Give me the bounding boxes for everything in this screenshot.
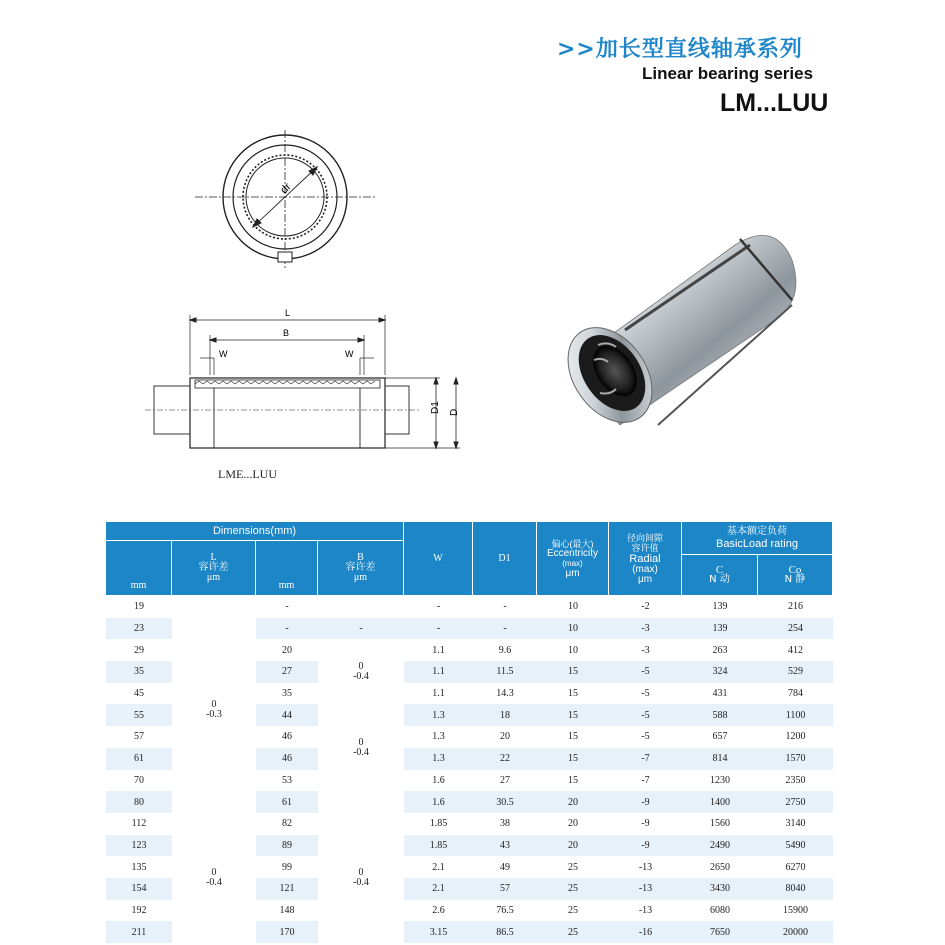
cell-Co: 3140 xyxy=(785,818,806,830)
cell-Co: 254 xyxy=(758,618,833,640)
table-row xyxy=(106,813,833,835)
cell-B: 53 xyxy=(282,774,292,786)
cell-radial: -3 xyxy=(641,644,650,656)
radial-unit: μm xyxy=(637,573,653,585)
length-L-label: L xyxy=(285,308,291,318)
cell-Co: 216 xyxy=(788,601,803,613)
model-code: LM...LUU xyxy=(720,89,829,117)
cell-L-tolerance xyxy=(172,596,256,813)
cell-eccentricity: 15 xyxy=(568,774,578,786)
cell-C: 2650 xyxy=(710,861,730,873)
cell-eccentricity: 15 xyxy=(568,731,578,743)
tol-top: 0 xyxy=(211,866,217,878)
series-title-english: Linear bearing series xyxy=(642,64,814,83)
radial-clearance-header xyxy=(609,522,682,596)
cell-W: 2.1 xyxy=(404,878,473,900)
B-mm-header: mm xyxy=(256,541,318,596)
drawing-caption: LME...LUU xyxy=(218,467,277,481)
cell-eccentricity: 25 xyxy=(568,904,578,916)
cell-D1: 11.5 xyxy=(473,661,537,683)
tol-bottom: -0.4 xyxy=(353,876,369,888)
tol-top: 0 xyxy=(358,660,364,672)
technical-drawing xyxy=(140,120,480,490)
cell-L-tolerance xyxy=(172,813,256,943)
cell-eccentricity: 15 xyxy=(537,704,609,726)
cell-C: 1230 xyxy=(710,774,730,786)
B-tolerance-label: 容许差 xyxy=(345,562,376,573)
cell-eccentricity: 20 xyxy=(568,818,578,830)
cell-W: 1.1 xyxy=(432,644,445,656)
cell-D1: 20 xyxy=(500,731,510,743)
radial-zh1: 径向间隙 xyxy=(626,532,663,543)
cell-Co: 529 xyxy=(758,661,833,683)
cell-radial: -5 xyxy=(609,704,682,726)
D-label: D xyxy=(449,408,460,416)
cell-eccentricity: 25 xyxy=(537,878,609,900)
cell-radial: -5 xyxy=(609,661,682,683)
cell-D1: 43 xyxy=(473,835,537,857)
tol-bottom: -0.4 xyxy=(206,876,222,888)
cell-eccentricity: 10 xyxy=(568,601,578,613)
cell-eccentricity: 25 xyxy=(568,861,578,873)
cell-D1: 38 xyxy=(500,818,510,830)
cell-radial: -5 xyxy=(641,688,650,700)
cell-C: 324 xyxy=(682,661,758,683)
cell-B-tolerance: - xyxy=(318,618,404,640)
dr-label: dr xyxy=(278,180,294,197)
cell-radial: -9 xyxy=(609,835,682,857)
radial-en: Radial xyxy=(629,552,661,565)
load-rating-zh: 基本额定负荷 xyxy=(727,526,787,537)
cell-D1: 18 xyxy=(473,704,537,726)
W-left-label: W xyxy=(219,349,228,359)
cell-D1: 14.3 xyxy=(496,688,514,700)
cell-B: 61 xyxy=(256,791,318,813)
cell-D1: 76.5 xyxy=(496,904,514,916)
cell-W: 1.1 xyxy=(432,688,445,700)
tol-top: 0 xyxy=(358,736,364,748)
cell-B: 20 xyxy=(282,644,292,656)
cell-radial: -13 xyxy=(609,878,682,900)
Co-static-header xyxy=(758,555,833,596)
cell-L: 57 xyxy=(134,731,144,743)
cell-C: 139 xyxy=(712,601,728,613)
cell-Co: 1570 xyxy=(758,748,833,770)
tol-bottom: -0.4 xyxy=(353,670,369,682)
cell-eccentricity: 25 xyxy=(537,921,609,943)
cell-Co: 6270 xyxy=(785,861,806,873)
radial-max: (max) xyxy=(632,563,658,575)
cell-C: 431 xyxy=(712,688,728,700)
cell-L: 55 xyxy=(106,704,172,726)
cell-Co: 1100 xyxy=(758,704,833,726)
cell-B-tolerance xyxy=(318,683,404,813)
L-tolerance-label: 容许差 xyxy=(198,562,229,573)
cell-eccentricity: 15 xyxy=(568,688,578,700)
cell-D1: 86.5 xyxy=(473,921,537,943)
D1-label: D1 xyxy=(430,401,441,414)
cell-W: 1.3 xyxy=(432,731,445,743)
L-tolerance-unit: μm xyxy=(206,572,221,583)
length-B-label: B xyxy=(283,328,290,338)
cell-radial: -7 xyxy=(641,774,650,786)
tol-bottom: -0.4 xyxy=(353,746,369,758)
eccentricity-header xyxy=(537,522,609,596)
cell-C: 263 xyxy=(712,644,728,656)
cell-B-tolerance xyxy=(318,661,404,683)
cell-C: 2490 xyxy=(682,835,758,857)
specification-table xyxy=(106,522,833,943)
cell-B-tolerance xyxy=(318,639,404,661)
table-row xyxy=(106,596,833,618)
B-tolerance-unit: μm xyxy=(353,572,368,583)
eccentricity-en: Eccentricity xyxy=(546,547,599,559)
cell-L: 45 xyxy=(134,688,144,700)
eccentricity-zh: 偏心(最大) xyxy=(551,538,594,549)
radial-zh2: 容许值 xyxy=(631,542,659,553)
cell-D1: 9.6 xyxy=(498,644,512,656)
cell-Co: 20000 xyxy=(758,921,833,943)
cell-B: 44 xyxy=(256,704,318,726)
cell-B: 89 xyxy=(256,835,318,857)
cell-Co: 15900 xyxy=(783,904,808,916)
cell-C: 1560 xyxy=(710,818,730,830)
cell-radial: -16 xyxy=(609,921,682,943)
L-tolerance-header xyxy=(172,541,256,596)
dimensions-header: Dimensions(mm) xyxy=(106,522,404,541)
cell-L: 19 xyxy=(134,601,144,613)
cell-radial: -13 xyxy=(638,904,653,916)
cell-L: 135 xyxy=(131,861,147,873)
cell-L: 192 xyxy=(131,904,147,916)
tol-bottom: -0.3 xyxy=(206,709,222,721)
cell-L: 123 xyxy=(106,835,172,857)
cell-L: 35 xyxy=(106,661,172,683)
cell-C: 588 xyxy=(682,704,758,726)
cell-Co: 412 xyxy=(788,644,803,656)
tol-top: 0 xyxy=(211,699,217,711)
eccentricity-max: (max) xyxy=(562,558,583,568)
cell-eccentricity: 20 xyxy=(537,835,609,857)
Co-unit: N 静 xyxy=(784,574,806,585)
cell-C: 7650 xyxy=(682,921,758,943)
C-dynamic-header xyxy=(682,555,758,596)
B-label: B xyxy=(357,552,364,563)
cell-D1: 49 xyxy=(500,861,510,873)
cell-B-tolerance xyxy=(318,596,404,618)
load-rating-header xyxy=(682,522,833,555)
cell-B: 99 xyxy=(282,861,292,873)
cell-B: 82 xyxy=(282,818,292,830)
side-view xyxy=(145,315,460,448)
cell-L: 70 xyxy=(134,774,144,786)
cell-D1: 22 xyxy=(473,748,537,770)
cell-W: 1.6 xyxy=(432,774,445,786)
D1-header: D1 xyxy=(473,522,537,596)
B-tolerance-header xyxy=(318,541,404,596)
cell-eccentricity: 20 xyxy=(537,791,609,813)
cell-radial: -7 xyxy=(609,748,682,770)
cell-L: 154 xyxy=(106,878,172,900)
cell-Co: 8040 xyxy=(758,878,833,900)
cell-eccentricity: 15 xyxy=(537,748,609,770)
cell-C: 6080 xyxy=(710,904,730,916)
cell-W: 1.3 xyxy=(404,704,473,726)
cell-L: 23 xyxy=(106,618,172,640)
W-right-label: W xyxy=(345,349,354,359)
series-title-chinese: >>加长型直线轴承系列 xyxy=(557,37,803,62)
cell-eccentricity: 15 xyxy=(537,661,609,683)
cell-W: 2.1 xyxy=(432,861,445,873)
cell-B: 35 xyxy=(282,688,292,700)
cell-B: 170 xyxy=(256,921,318,943)
W-header: W xyxy=(404,522,473,596)
cell-radial: -9 xyxy=(641,818,650,830)
cell-W: - xyxy=(436,601,441,613)
cell-L: 29 xyxy=(134,644,144,656)
cell-radial: -13 xyxy=(638,861,653,873)
cell-B-tolerance xyxy=(318,813,404,943)
front-view xyxy=(195,130,375,270)
cell-B: 46 xyxy=(256,748,318,770)
cell-L: 61 xyxy=(106,748,172,770)
cell-eccentricity: 10 xyxy=(537,618,609,640)
cell-radial: -3 xyxy=(609,618,682,640)
cell-Co: 784 xyxy=(788,688,803,700)
cell-C: 1400 xyxy=(682,791,758,813)
cell-W: 1.85 xyxy=(404,835,473,857)
cell-W: 2.6 xyxy=(432,904,445,916)
C-unit: N 动 xyxy=(709,574,730,585)
cell-L: 112 xyxy=(131,818,147,830)
cell-B: - xyxy=(256,618,318,640)
tol-top: 0 xyxy=(358,866,364,878)
cell-B: 27 xyxy=(256,661,318,683)
C-label: C xyxy=(715,564,724,576)
cell-C: 657 xyxy=(712,731,728,743)
eccentricity-unit: μm xyxy=(565,567,580,579)
Co-label: Co xyxy=(788,564,802,576)
L-mm-header: mm xyxy=(106,541,172,596)
L-label: L xyxy=(210,552,217,563)
cell-L: 211 xyxy=(106,921,172,943)
cell-Co: 2750 xyxy=(758,791,833,813)
cell-radial: -9 xyxy=(609,791,682,813)
cell-C: 814 xyxy=(682,748,758,770)
cell-Co: 1200 xyxy=(785,731,806,743)
cell-W: 1.6 xyxy=(404,791,473,813)
cell-W: 1.3 xyxy=(404,748,473,770)
cell-W: 1.1 xyxy=(404,661,473,683)
cell-radial: -2 xyxy=(641,601,650,613)
cell-D1: - xyxy=(503,601,507,613)
cell-W: 3.15 xyxy=(404,921,473,943)
cell-D1: 27 xyxy=(500,774,510,786)
cell-D1: 57 xyxy=(473,878,537,900)
cell-D1: - xyxy=(473,618,537,640)
product-photo xyxy=(560,225,810,435)
cell-B: 46 xyxy=(282,731,292,743)
cell-Co: 2350 xyxy=(785,774,806,786)
cell-B: - xyxy=(285,601,289,613)
load-rating-en: BasicLoad rating xyxy=(716,538,798,550)
cell-W: - xyxy=(404,618,473,640)
cell-eccentricity: 10 xyxy=(568,644,578,656)
cell-B: 121 xyxy=(256,878,318,900)
cell-B: 148 xyxy=(279,904,295,916)
cell-Co: 5490 xyxy=(758,835,833,857)
cell-radial: -5 xyxy=(641,731,650,743)
cell-L: 80 xyxy=(106,791,172,813)
cell-D1: 30.5 xyxy=(473,791,537,813)
cell-W: 1.85 xyxy=(429,818,448,830)
cell-C: 139 xyxy=(682,618,758,640)
cell-C: 3430 xyxy=(682,878,758,900)
